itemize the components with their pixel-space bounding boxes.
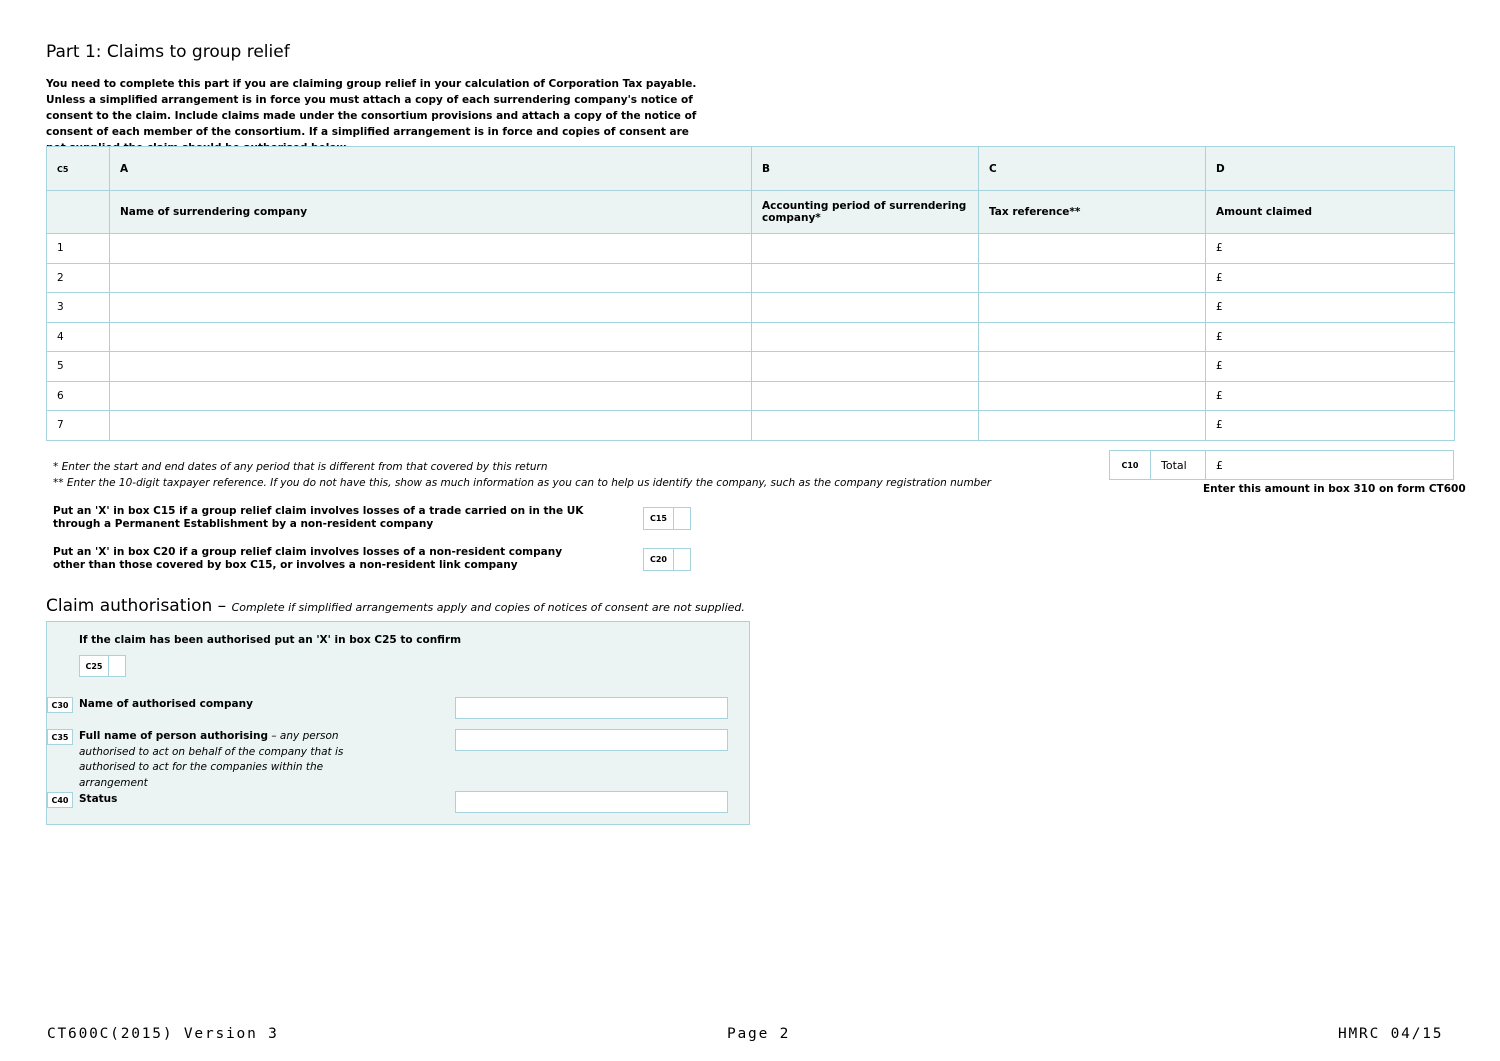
row-number: 1 (47, 234, 110, 264)
amount-claimed-field[interactable]: £ (1206, 293, 1455, 323)
table-row (47, 411, 1455, 441)
footnote-period: * Enter the start and end dates of any period that is different from that covered by this return (53, 461, 548, 473)
box-code-c15: C15 (644, 508, 674, 529)
amount-claimed-field[interactable]: £ (1206, 234, 1455, 264)
column-letter-a: A (110, 147, 752, 191)
accounting-period-field[interactable] (752, 293, 979, 323)
footer-page-number: Page 2 (727, 1026, 791, 1042)
accounting-period-field[interactable] (752, 352, 979, 382)
row-number: 5 (47, 352, 110, 382)
box-code-c40: C40 (47, 792, 73, 808)
row-number: 4 (47, 322, 110, 352)
amount-claimed-field[interactable]: £ (1206, 263, 1455, 293)
box-code-c5: C5 (47, 147, 110, 191)
accounting-period-field[interactable] (752, 234, 979, 264)
box-code-c25: C25 (80, 656, 109, 676)
row-number: 7 (47, 411, 110, 441)
c35-label-main: Full name of person authorising (79, 730, 268, 742)
row-number: 6 (47, 381, 110, 411)
column-letter-c: C (979, 147, 1206, 191)
header-company-name: Name of surrendering company (110, 191, 752, 234)
box-code-c30: C30 (47, 697, 73, 713)
authorisation-subtitle: Complete if simplified arrangements apply and copies of notices of consent are not supplied. (231, 601, 745, 614)
box-code-c35: C35 (47, 729, 73, 745)
footnote-tax-reference: ** Enter the 10-digit taxpayer reference. If you do not have this, show as much information as you can to help us identify the company, such as the company registration number (53, 477, 992, 489)
c40-label: Status (79, 793, 118, 805)
footer-form-version: CT600C(2015) Version 3 (47, 1026, 279, 1042)
company-name-field[interactable] (110, 234, 752, 264)
c20-question: Put an 'X' in box C20 if a group relief claim involves losses of a non-resident company other than those covered by box C15, or involves a non-resident link company (53, 546, 563, 571)
intro-text: You need to complete this part if you are claiming group relief in your calculation of Corporation Tax payable. Unless a simplified arrangement is in force you must attach a copy of each surrendering company's notice of consent to the claim. Include claims made under the consortium provisions and attach a copy of the notice of consent of each member of the consortium. If a simplified arrangement is in force and copies of consent are (46, 78, 697, 138)
c25-instruction: If the claim has been authorised put an 'X' in box C25 to confirm (79, 634, 462, 646)
amount-claimed-field[interactable]: £ (1206, 381, 1455, 411)
table-row (47, 352, 1455, 382)
total-label: Total (1151, 451, 1206, 479)
c35-label-detail: – any person authorised to act on behalf of the company that is authorised to act for the companies within the arrangement (79, 730, 344, 789)
c20-input-cell[interactable] (674, 549, 690, 570)
authorisation-title (46, 596, 745, 616)
tax-reference-field[interactable] (979, 381, 1206, 411)
accounting-period-field[interactable] (752, 322, 979, 352)
table-row (47, 381, 1455, 411)
table-row (47, 263, 1455, 293)
c25-input-cell[interactable] (109, 656, 125, 676)
c30-label: Name of authorised company (79, 698, 253, 710)
header-tax-reference: Tax reference** (979, 191, 1206, 234)
accounting-period-field[interactable] (752, 381, 979, 411)
total-hint: Enter this amount in box 310 on form CT600 (1203, 483, 1466, 495)
tax-reference-field[interactable] (979, 293, 1206, 323)
box-code-c20: C20 (644, 549, 674, 570)
c15-checkbox[interactable] (643, 507, 691, 530)
header-accounting-period: Accounting period of surrendering company* (752, 191, 979, 234)
total-amount-field[interactable]: £ (1216, 458, 1223, 472)
c35-label (79, 729, 379, 791)
total-box (1109, 450, 1454, 480)
table-letter-row (47, 147, 1455, 191)
footer-issuer: HMRC 04/15 (1338, 1026, 1444, 1042)
table-row (47, 234, 1455, 264)
amount-claimed-field[interactable]: £ (1206, 322, 1455, 352)
status-input[interactable] (455, 791, 728, 813)
accounting-period-field[interactable] (752, 263, 979, 293)
company-name-field[interactable] (110, 322, 752, 352)
row-number: 3 (47, 293, 110, 323)
part-title: Part 1: Claims to group relief (46, 42, 290, 62)
tax-reference-field[interactable] (979, 234, 1206, 264)
company-name-field[interactable] (110, 352, 752, 382)
group-relief-table (46, 146, 1455, 441)
amount-claimed-field[interactable]: £ (1206, 411, 1455, 441)
authorisation-heading: Claim authorisation – (46, 596, 232, 616)
column-letter-b: B (752, 147, 979, 191)
amount-claimed-field[interactable]: £ (1206, 352, 1455, 382)
person-authorising-input[interactable] (455, 729, 728, 751)
accounting-period-field[interactable] (752, 411, 979, 441)
tax-reference-field[interactable] (979, 411, 1206, 441)
company-name-field[interactable] (110, 293, 752, 323)
box-code-c10: C10 (1110, 451, 1151, 479)
c15-question: Put an 'X' in box C15 if a group relief claim involves losses of a trade carried on in the UK through a Permanent Establishment by a non-resident company (53, 505, 584, 530)
tax-reference-field[interactable] (979, 352, 1206, 382)
table-header-row (47, 191, 1455, 234)
tax-reference-field[interactable] (979, 322, 1206, 352)
c15-input-cell[interactable] (674, 508, 690, 529)
header-spacer (47, 191, 110, 234)
row-number: 2 (47, 263, 110, 293)
table-row (47, 322, 1455, 352)
table-row (47, 293, 1455, 323)
column-letter-d: D (1206, 147, 1455, 191)
header-amount-claimed: Amount claimed (1206, 191, 1455, 234)
company-name-field[interactable] (110, 381, 752, 411)
authorised-company-input[interactable] (455, 697, 728, 719)
c25-checkbox[interactable] (79, 655, 126, 677)
c20-checkbox[interactable] (643, 548, 691, 571)
company-name-field[interactable] (110, 411, 752, 441)
company-name-field[interactable] (110, 263, 752, 293)
tax-reference-field[interactable] (979, 263, 1206, 293)
